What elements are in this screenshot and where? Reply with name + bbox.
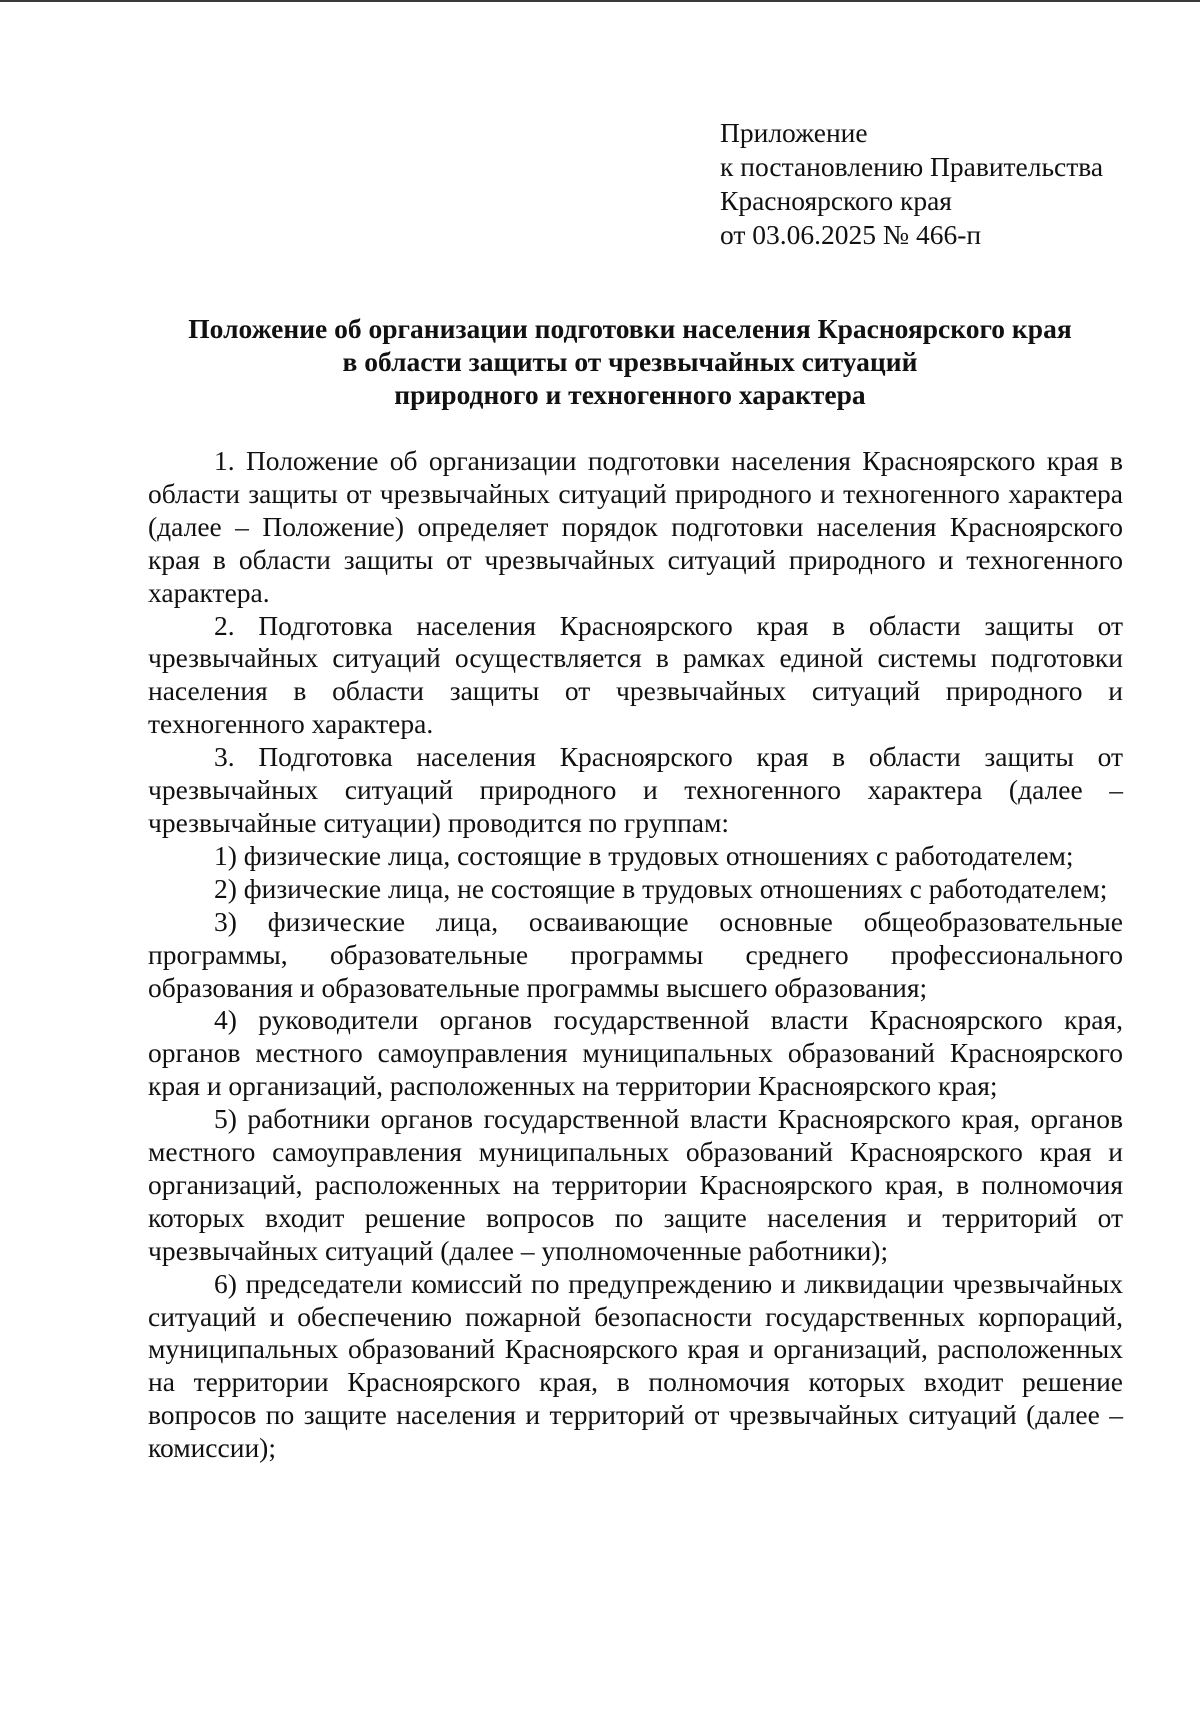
document-body xyxy=(148,445,1123,1465)
appendix-region: Красноярского края xyxy=(720,185,952,216)
group-item-1: 1) физические лица, состоящие в трудовых отношениях с работодателем; xyxy=(214,839,1074,871)
document-title xyxy=(140,312,1120,411)
appendix-label: Приложение xyxy=(720,117,868,148)
paragraph-3: 3. Подготовка населения Красноярского края в области защиты от чрезвычайных ситуаций природного и техногенного характера (далее – чрезвычайные ситуации) проводится по группам: xyxy=(148,741,1123,838)
appendix-header xyxy=(720,116,1160,252)
title-line-2: в области защиты от чрезвычайных ситуаций xyxy=(342,346,918,377)
group-item-3: 3) физические лица, осваивающие основные общеобразовательные программы, образовательные программы среднего профессионального образования и образовательные программы высшего образования; xyxy=(148,905,1123,1003)
paragraph-2: 2. Подготовка населения Красноярского края в области защиты от чрезвычайных ситуаций осуществляется в рамках единой системы подготовки населения в области защиты от чрезвычайных ситуаций природного и техногенного характера. xyxy=(148,609,1123,740)
paragraph-1: 1. Положение об организации подготовки населения Красноярского края в области защиты от чрезвычайных ситуаций природного и техногенного характера (далее – Положение) определяет порядок подготовки населения Красноярского края в области защиты от чрезвычайных ситуаций природного и техногенного характера. xyxy=(148,445,1123,608)
group-item-4: 4) руководители органов государственной власти Красноярского края, органов местного самоуправления муниципальных образований Красноярского края и организаций, расположенных на территории Красноярского края; xyxy=(148,1004,1123,1102)
appendix-date-number: от 03.06.2025 № 466-п xyxy=(720,219,982,250)
title-line-1: Положение об организации подготовки населения Красноярского края xyxy=(188,313,1072,344)
appendix-reference: к постановлению Правительства xyxy=(720,151,1104,182)
group-item-5: 5) работники органов государственной власти Красноярского края, органов местного самоуправления муниципальных образований Красноярского края и организаций, расположенных на территории Красноярского края, в полномочия которых входит решение вопросов по защите населения и территорий от чрезвычайных ситуаций (далее – уполномоченные работники); xyxy=(148,1103,1123,1266)
title-line-3: природного и техногенного характера xyxy=(394,379,866,410)
top-border-line xyxy=(0,0,1200,2)
group-item-2: 2) физические лица, не состоящие в трудовых отношениях с работодателем; xyxy=(214,872,1108,904)
group-item-6: 6) председатели комиссий по предупреждению и ликвидации чрезвычайных ситуаций и обеспечению пожарной безопасности государственных корпораций, муниципальных образований Красноярского края и организаций, расположенных на территории Красноярского края, в полномочия которых входит решение вопросов по защите населения и территорий от чрезвычайных ситуаций (далее – комиссии); xyxy=(148,1267,1123,1464)
